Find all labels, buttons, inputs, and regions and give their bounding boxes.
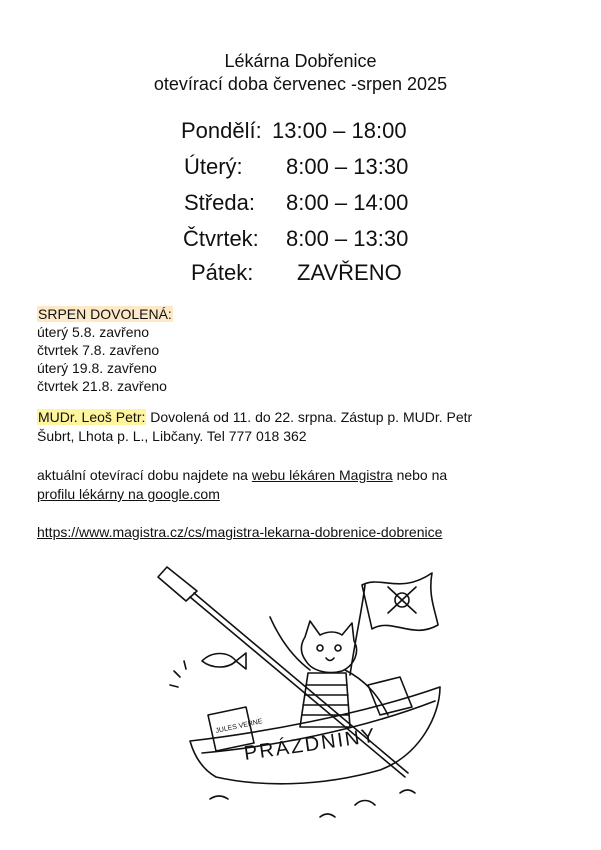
vacation-section (37, 305, 173, 395)
schedule-time: 8:00 – 14:00 (286, 190, 409, 215)
book-stack-icon (368, 677, 412, 715)
schedule-time: 13:00 – 18:00 (272, 118, 407, 143)
vacation-item: úterý 5.8. zavřeno (37, 324, 150, 340)
vacation-item: úterý 19.8. zavřeno (37, 360, 157, 376)
schedule-day: Pondělí: (181, 118, 262, 143)
schedule-row (0, 260, 601, 296)
google-profile-link[interactable]: profilu lékárny na google.com (37, 486, 220, 502)
schedule-row (0, 226, 601, 262)
opening-hours-subtitle: otevírací doba červenec -srpen 2025 (153, 74, 448, 94)
schedule-row (0, 118, 601, 154)
fish-icon (202, 654, 236, 668)
vacation-item: čtvrtek 7.8. zavřeno (37, 342, 160, 358)
pharmacy-title: Lékárna Dobřenice (224, 51, 377, 71)
schedule-day: Středa: (184, 190, 255, 215)
magistra-web-link[interactable]: webu lékáren Magistra (251, 467, 393, 483)
doctor-name: MUDr. Leoš Petr: (38, 409, 146, 425)
schedule-day: Úterý: (184, 154, 243, 179)
vacation-heading: SRPEN DOVOLENÁ: (38, 306, 172, 322)
info-prefix: aktuální otevírací dobu najdete na (37, 467, 248, 483)
doctor-text-line2: Šubrt, Lhota p. L., Libčany. Tel 777 018 362 (37, 428, 307, 444)
kayak-cat-illustration (150, 555, 470, 845)
info-note (37, 466, 577, 504)
schedule-time: 8:00 – 13:30 (286, 226, 409, 251)
schedule-time: 8:00 – 13:30 (286, 154, 409, 179)
info-middle: nebo na (396, 467, 448, 483)
kayak-label: PRÁZDNINY (242, 724, 378, 765)
vacation-item: čtvrtek 21.8. zavřeno (37, 378, 167, 394)
paddle-blade-top (158, 567, 197, 601)
schedule-time: ZAVŘENO (297, 260, 402, 285)
schedule-day: Pátek: (191, 260, 254, 285)
cat-head (301, 621, 356, 673)
doctor-note (37, 408, 577, 446)
schedule-day: Čtvrtek: (183, 226, 259, 251)
magistra-url-link[interactable]: https://www.magistra.cz/cs/magistra-lekarna-dobrenice-dobrenice (37, 524, 443, 540)
book-label: JULES VERNE (214, 718, 264, 735)
schedule-row (0, 190, 601, 226)
schedule-row (0, 154, 601, 190)
doctor-text-line1: Dovolená od 11. do 22. srpna. Zástup p. MUDr. Petr (150, 409, 473, 425)
water-ripple (355, 801, 375, 806)
